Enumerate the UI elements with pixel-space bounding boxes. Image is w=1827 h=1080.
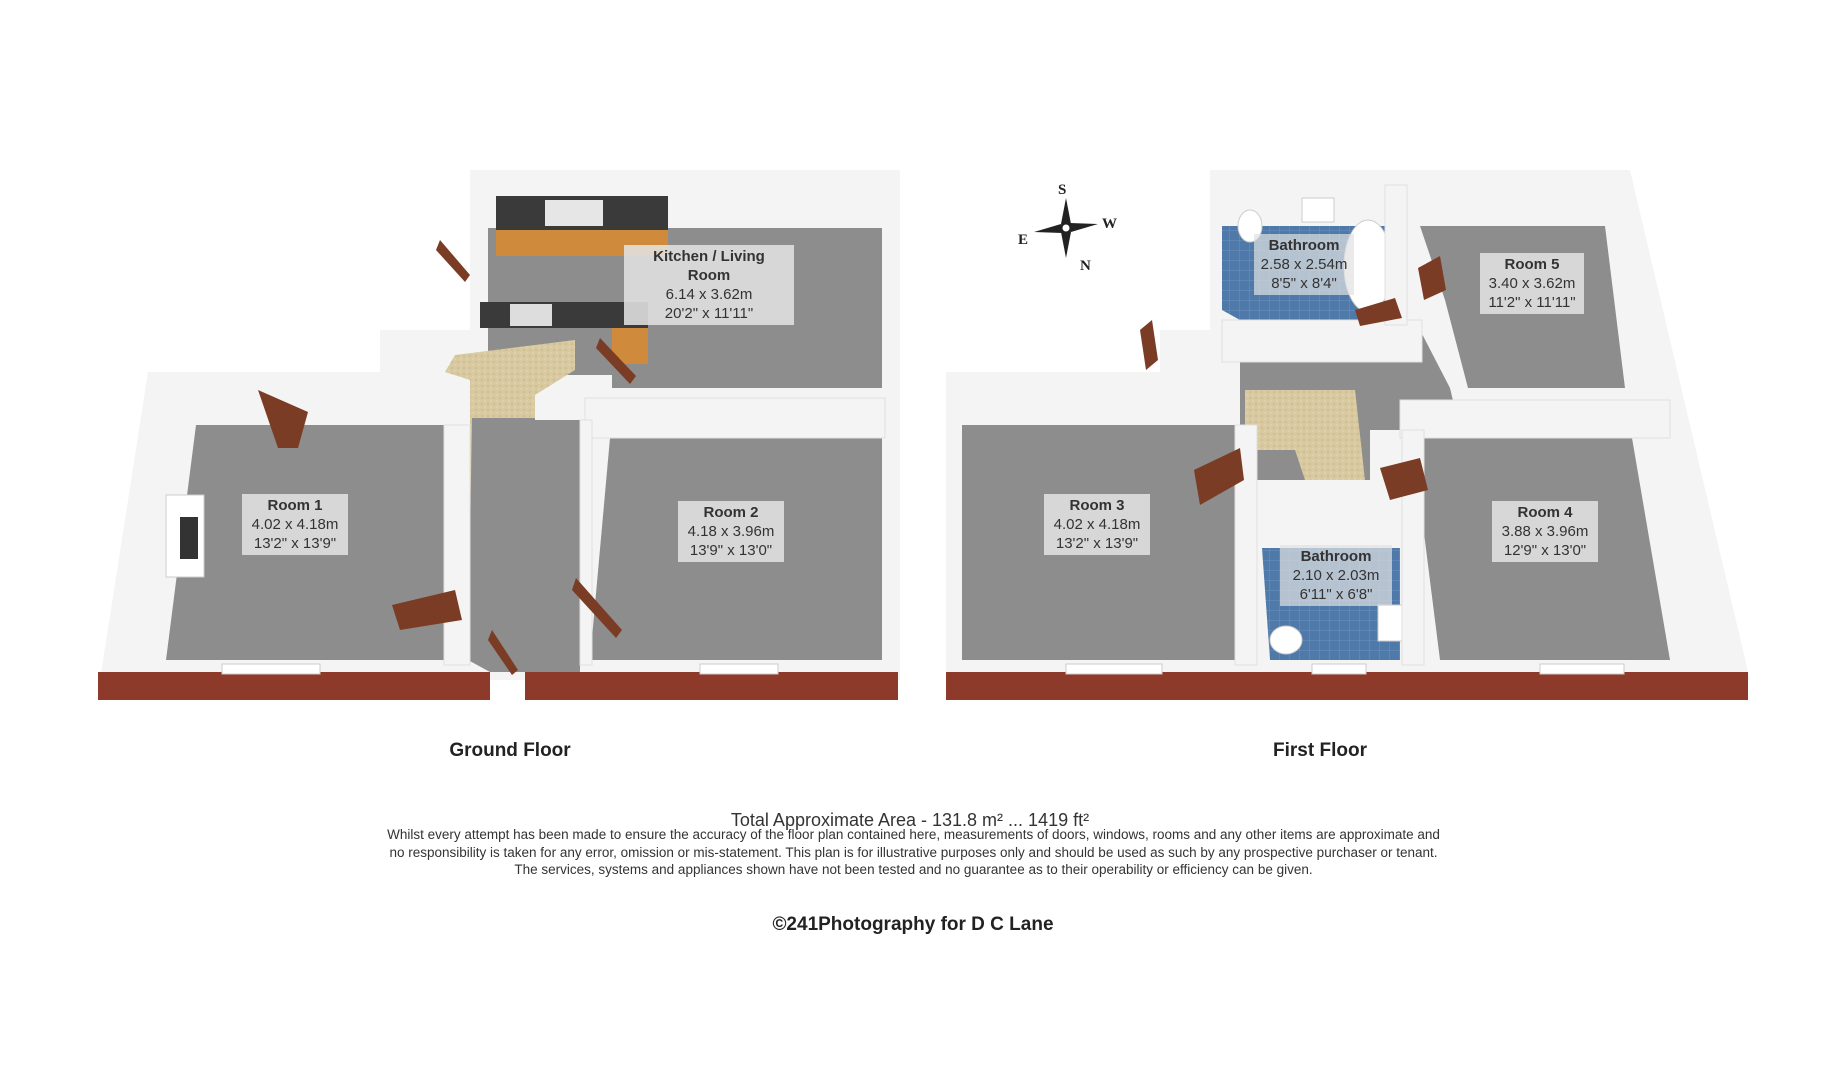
room-imperial: 11'2" x 11'11" [1488, 294, 1576, 311]
room-imperial: 6'11" x 6'8" [1299, 586, 1373, 603]
toilet-2 [1270, 626, 1302, 654]
ground-floor-title: Ground Floor [449, 740, 571, 761]
ground-brick-front-wall [98, 672, 490, 700]
ground-internal-wall [585, 398, 885, 438]
compass-s: S [1058, 182, 1067, 198]
compass-needle-d [1066, 223, 1098, 232]
basin-2 [1378, 605, 1404, 641]
room-imperial: 13'2" x 13'9" [1055, 535, 1139, 552]
room-metric: 2.10 x 2.03m [1292, 567, 1380, 584]
first-floor-title: First Floor [1273, 740, 1367, 761]
compass-needle-c [1034, 224, 1066, 233]
disclaimer [300, 826, 1527, 879]
room-label-bathroom-2 [1280, 545, 1392, 606]
fireplace-grate [180, 517, 198, 559]
disclaimer-line: Whilst every attempt has been made to ensure the accuracy of the floor plan contained here, measurements of doors, windows, rooms and any other items are approximate and [387, 827, 1440, 842]
window-room-4 [1540, 664, 1624, 674]
room-imperial: 20'2" x 11'11" [664, 305, 754, 322]
room-metric: 4.02 x 4.18m [1053, 516, 1141, 533]
room-metric: 4.02 x 4.18m [251, 516, 339, 533]
compass-e: E [1018, 232, 1029, 248]
total-area: Total Approximate Area - 131.8 m² ... 1419 ft² [730, 810, 1090, 830]
first-internal-wall-2 [1400, 400, 1670, 438]
room-name: Room 3 [1069, 497, 1125, 514]
disclaimer-line: The services, systems and appliances shown have not been tested and no guarantee as to their operability or efficiency can be given. [514, 862, 1313, 877]
window-room-1 [222, 664, 320, 674]
room-name: Bathroom [1268, 237, 1340, 254]
room-name: Room 5 [1504, 256, 1560, 273]
room-label-room-4 [1492, 501, 1598, 562]
window-room-2 [700, 664, 778, 674]
door-kitchen-back [436, 240, 470, 282]
hob [510, 304, 552, 326]
disclaimer-line: no responsibility is taken for any error, omission or mis-statement. This plan is for illustrative purposes only and should be used as such by any prospective purchaser or tenant. [389, 844, 1438, 860]
first-brick-front-wall [946, 672, 1748, 700]
basin-1 [1302, 198, 1334, 222]
room-name: Room 1 [267, 497, 323, 514]
window-bathroom-2 [1312, 664, 1366, 674]
compass-n: N [1080, 258, 1091, 274]
room-metric: 3.88 x 3.96m [1501, 523, 1589, 540]
room-metric: 3.40 x 3.62m [1488, 275, 1576, 292]
ground-internal-wall-3 [580, 420, 592, 665]
compass-center [1062, 224, 1070, 232]
ground-brick-front-wall-right [525, 672, 898, 700]
room-name: Kitchen / Living Room [653, 248, 765, 284]
room-name: Room 2 [703, 504, 759, 521]
room-metric: 6.14 x 3.62m [665, 286, 753, 303]
room-imperial: 13'2" x 13'9" [253, 535, 337, 552]
room-imperial: 12'9" x 13'0" [1503, 542, 1587, 559]
room-metric: 4.18 x 3.96m [687, 523, 775, 540]
first-internal-wall-3 [1222, 320, 1422, 362]
room-label-bathroom-1 [1254, 234, 1354, 295]
room-label-kitchen [624, 245, 794, 325]
room-label-room-1 [242, 494, 348, 555]
compass-w: W [1102, 216, 1117, 232]
room-name: Bathroom [1300, 548, 1372, 565]
room-label-room-2 [678, 501, 784, 562]
hallway-floor [468, 418, 580, 672]
room-label-room-5 [1480, 253, 1584, 314]
kitchen-worktop-island [480, 302, 648, 328]
sink [545, 200, 603, 226]
room-imperial: 13'9" x 13'0" [689, 542, 773, 559]
door-landing [1140, 320, 1158, 370]
copyright: ©241Photography for D C Lane [772, 914, 1054, 935]
compass-rose [1018, 182, 1117, 274]
room-metric: 2.58 x 2.54m [1260, 256, 1348, 273]
window-room-3 [1066, 664, 1162, 674]
ground-internal-wall-2 [444, 425, 470, 665]
room-label-room-3 [1044, 494, 1150, 555]
room-imperial: 8'5" x 8'4" [1271, 275, 1337, 292]
room-name: Room 4 [1517, 504, 1573, 521]
